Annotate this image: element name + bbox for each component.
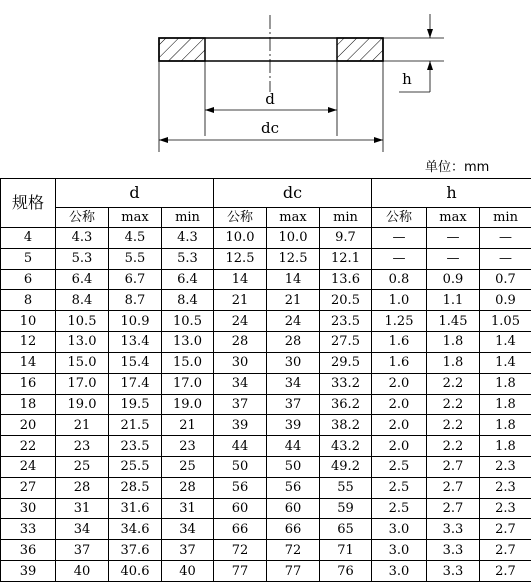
value-cell: 13.0 <box>162 332 214 353</box>
value-cell: 25 <box>56 456 109 477</box>
table-row <box>1 415 531 436</box>
value-cell: 2.2 <box>427 373 480 394</box>
table-row <box>1 456 531 477</box>
value-cell: 60 <box>267 498 320 519</box>
value-cell: 28 <box>162 477 214 498</box>
value-cell: 3.3 <box>427 540 480 561</box>
value-cell: 37 <box>214 394 267 415</box>
table-row <box>1 290 531 311</box>
subheader-cell: min <box>162 208 214 228</box>
value-cell: 30 <box>214 352 267 373</box>
value-cell: 37.6 <box>109 540 162 561</box>
value-cell: — <box>480 248 531 269</box>
value-cell: 17.0 <box>56 373 109 394</box>
subheader-cell: max <box>267 208 320 228</box>
value-cell: 4.3 <box>162 228 214 249</box>
table-row <box>1 228 531 249</box>
value-cell: 2.5 <box>372 456 427 477</box>
value-cell: 1.45 <box>427 311 480 332</box>
value-cell: 2.0 <box>372 394 427 415</box>
h-label: h <box>402 70 412 88</box>
value-cell: 2.3 <box>480 456 531 477</box>
value-cell: 2.0 <box>372 436 427 457</box>
value-cell: 2.2 <box>427 415 480 436</box>
value-cell: 1.1 <box>427 290 480 311</box>
value-cell: 0.8 <box>372 269 427 290</box>
value-cell: 1.8 <box>427 332 480 353</box>
value-cell: 2.0 <box>372 415 427 436</box>
value-cell: 27.5 <box>320 332 372 353</box>
value-cell: 2.7 <box>480 540 531 561</box>
value-cell: 28.5 <box>109 477 162 498</box>
table-row <box>1 352 531 373</box>
h-dimension <box>383 14 444 92</box>
value-cell: 3.0 <box>372 519 427 540</box>
value-cell: 2.7 <box>427 498 480 519</box>
value-cell: 12.5 <box>214 248 267 269</box>
size-cell: 18 <box>1 394 56 415</box>
value-cell: 55 <box>320 477 372 498</box>
value-cell: 24 <box>214 311 267 332</box>
size-cell: 16 <box>1 373 56 394</box>
value-cell: 23 <box>162 436 214 457</box>
size-cell: 8 <box>1 290 56 311</box>
value-cell: 40.6 <box>109 561 162 582</box>
value-cell: 37 <box>56 540 109 561</box>
value-cell: 28 <box>214 332 267 353</box>
value-cell: 66 <box>267 519 320 540</box>
value-cell: 25 <box>162 456 214 477</box>
subheader-cell: min <box>320 208 372 228</box>
value-cell: 2.5 <box>372 498 427 519</box>
value-cell: 39 <box>267 415 320 436</box>
value-cell: — <box>427 248 480 269</box>
value-cell: 2.7 <box>427 477 480 498</box>
value-cell: 15.0 <box>162 352 214 373</box>
size-cell: 5 <box>1 248 56 269</box>
value-cell: 25.5 <box>109 456 162 477</box>
value-cell: 1.6 <box>372 352 427 373</box>
value-cell: 15.0 <box>56 352 109 373</box>
value-cell: 2.2 <box>427 394 480 415</box>
value-cell: 8.7 <box>109 290 162 311</box>
value-cell: 1.8 <box>427 352 480 373</box>
value-cell: 10.5 <box>56 311 109 332</box>
value-cell: 21 <box>56 415 109 436</box>
value-cell: 2.7 <box>480 519 531 540</box>
value-cell: 50 <box>267 456 320 477</box>
group-header-d: d <box>56 179 214 208</box>
size-cell: 33 <box>1 519 56 540</box>
table-row <box>1 498 531 519</box>
size-cell: 30 <box>1 498 56 519</box>
value-cell: 77 <box>267 561 320 582</box>
value-cell: 49.2 <box>320 456 372 477</box>
size-cell: 14 <box>1 352 56 373</box>
value-cell: 24 <box>267 311 320 332</box>
value-cell: 3.3 <box>427 561 480 582</box>
value-cell: 71 <box>320 540 372 561</box>
value-cell: 23.5 <box>109 436 162 457</box>
value-cell: 1.8 <box>480 373 531 394</box>
value-cell: 3.3 <box>427 519 480 540</box>
value-cell: 31.6 <box>109 498 162 519</box>
value-cell: 9.7 <box>320 228 372 249</box>
value-cell: 5.3 <box>162 248 214 269</box>
left-hatch <box>159 38 205 61</box>
table-row <box>1 373 531 394</box>
value-cell: 77 <box>214 561 267 582</box>
value-cell: — <box>372 248 427 269</box>
table-row <box>1 477 531 498</box>
value-cell: 36.2 <box>320 394 372 415</box>
value-cell: 23.5 <box>320 311 372 332</box>
value-cell: 4.5 <box>109 228 162 249</box>
value-cell: 6.7 <box>109 269 162 290</box>
subheader-cell: min <box>480 208 531 228</box>
value-cell: 44 <box>214 436 267 457</box>
value-cell: 5.5 <box>109 248 162 269</box>
value-cell: 1.8 <box>480 436 531 457</box>
size-cell: 6 <box>1 269 56 290</box>
value-cell: 59 <box>320 498 372 519</box>
value-cell: 21 <box>267 290 320 311</box>
table-row <box>1 436 531 457</box>
value-cell: 72 <box>267 540 320 561</box>
value-cell: 28 <box>267 332 320 353</box>
value-cell: 60 <box>214 498 267 519</box>
table-row <box>1 332 531 353</box>
value-cell: 10.9 <box>109 311 162 332</box>
value-cell: — <box>372 228 427 249</box>
value-cell: 29.5 <box>320 352 372 373</box>
value-cell: 1.8 <box>480 415 531 436</box>
size-cell: 10 <box>1 311 56 332</box>
value-cell: 13.0 <box>56 332 109 353</box>
value-cell: 19.0 <box>162 394 214 415</box>
value-cell: 66 <box>214 519 267 540</box>
value-cell: 2.3 <box>480 477 531 498</box>
value-cell: 17.4 <box>109 373 162 394</box>
value-cell: 1.4 <box>480 352 531 373</box>
value-cell: 34 <box>267 373 320 394</box>
washer-drawing <box>0 0 531 178</box>
subheader-cell: max <box>109 208 162 228</box>
value-cell: 44 <box>267 436 320 457</box>
value-cell: 8.4 <box>56 290 109 311</box>
value-cell: 21 <box>214 290 267 311</box>
washer-section <box>159 38 383 61</box>
value-cell: 50 <box>214 456 267 477</box>
right-hatch <box>337 38 383 61</box>
value-cell: 8.4 <box>162 290 214 311</box>
value-cell: 21.5 <box>109 415 162 436</box>
table-row <box>1 269 531 290</box>
table-row <box>1 394 531 415</box>
value-cell: 34 <box>214 373 267 394</box>
value-cell: 1.25 <box>372 311 427 332</box>
corner-header: 规格 <box>1 179 56 228</box>
value-cell: 3.0 <box>372 561 427 582</box>
value-cell: — <box>427 228 480 249</box>
group-header-h: h <box>372 179 531 208</box>
value-cell: 1.8 <box>480 394 531 415</box>
value-cell: 34 <box>56 519 109 540</box>
value-cell: 28 <box>56 477 109 498</box>
value-cell: 1.0 <box>372 290 427 311</box>
value-cell: 17.0 <box>162 373 214 394</box>
value-cell: 19.5 <box>109 394 162 415</box>
value-cell: 0.9 <box>427 269 480 290</box>
value-cell: 15.4 <box>109 352 162 373</box>
value-cell: 10.5 <box>162 311 214 332</box>
size-cell: 39 <box>1 561 56 582</box>
table-row <box>1 540 531 561</box>
value-cell: 2.7 <box>427 456 480 477</box>
value-cell: 10.0 <box>214 228 267 249</box>
value-cell: — <box>480 228 531 249</box>
value-cell: 34 <box>162 519 214 540</box>
value-cell: 20.5 <box>320 290 372 311</box>
size-cell: 4 <box>1 228 56 249</box>
value-cell: 1.6 <box>372 332 427 353</box>
table-row <box>1 311 531 332</box>
value-cell: 3.0 <box>372 540 427 561</box>
table-row <box>1 519 531 540</box>
value-cell: 2.3 <box>480 498 531 519</box>
size-cell: 24 <box>1 456 56 477</box>
size-cell: 27 <box>1 477 56 498</box>
value-cell: 1.05 <box>480 311 531 332</box>
value-cell: 40 <box>162 561 214 582</box>
value-cell: 38.2 <box>320 415 372 436</box>
size-cell: 20 <box>1 415 56 436</box>
value-cell: 33.2 <box>320 373 372 394</box>
value-cell: 6.4 <box>162 269 214 290</box>
value-cell: 34.6 <box>109 519 162 540</box>
subheader-cell: 公称 <box>56 208 109 228</box>
value-cell: 13.6 <box>320 269 372 290</box>
size-cell: 12 <box>1 332 56 353</box>
table-row <box>1 248 531 269</box>
value-cell: 2.5 <box>372 477 427 498</box>
table-row <box>1 561 531 582</box>
value-cell: 37 <box>267 394 320 415</box>
value-cell: 31 <box>162 498 214 519</box>
spec-table <box>0 178 531 582</box>
value-cell: 0.9 <box>480 290 531 311</box>
value-cell: 43.2 <box>320 436 372 457</box>
value-cell: 56 <box>214 477 267 498</box>
subheader-cell: 公称 <box>372 208 427 228</box>
dc-label: dc <box>260 119 280 137</box>
value-cell: 56 <box>267 477 320 498</box>
value-cell: 40 <box>56 561 109 582</box>
value-cell: 10.0 <box>267 228 320 249</box>
value-cell: 2.7 <box>480 561 531 582</box>
value-cell: 0.7 <box>480 269 531 290</box>
value-cell: 13.4 <box>109 332 162 353</box>
d-label: d <box>265 90 275 108</box>
value-cell: 37 <box>162 540 214 561</box>
unit-label: 单位：mm <box>425 160 490 175</box>
value-cell: 14 <box>267 269 320 290</box>
value-cell: 65 <box>320 519 372 540</box>
value-cell: 14 <box>214 269 267 290</box>
group-header-dc: dc <box>214 179 372 208</box>
value-cell: 30 <box>267 352 320 373</box>
value-cell: 6.4 <box>56 269 109 290</box>
value-cell: 12.5 <box>267 248 320 269</box>
value-cell: 76 <box>320 561 372 582</box>
size-cell: 36 <box>1 540 56 561</box>
subheader-cell: 公称 <box>214 208 267 228</box>
value-cell: 23 <box>56 436 109 457</box>
value-cell: 72 <box>214 540 267 561</box>
size-cell: 22 <box>1 436 56 457</box>
value-cell: 4.3 <box>56 228 109 249</box>
value-cell: 31 <box>56 498 109 519</box>
value-cell: 39 <box>214 415 267 436</box>
value-cell: 2.2 <box>427 436 480 457</box>
value-cell: 2.0 <box>372 373 427 394</box>
value-cell: 12.1 <box>320 248 372 269</box>
value-cell: 19.0 <box>56 394 109 415</box>
subheader-cell: max <box>427 208 480 228</box>
value-cell: 1.4 <box>480 332 531 353</box>
value-cell: 21 <box>162 415 214 436</box>
value-cell: 5.3 <box>56 248 109 269</box>
